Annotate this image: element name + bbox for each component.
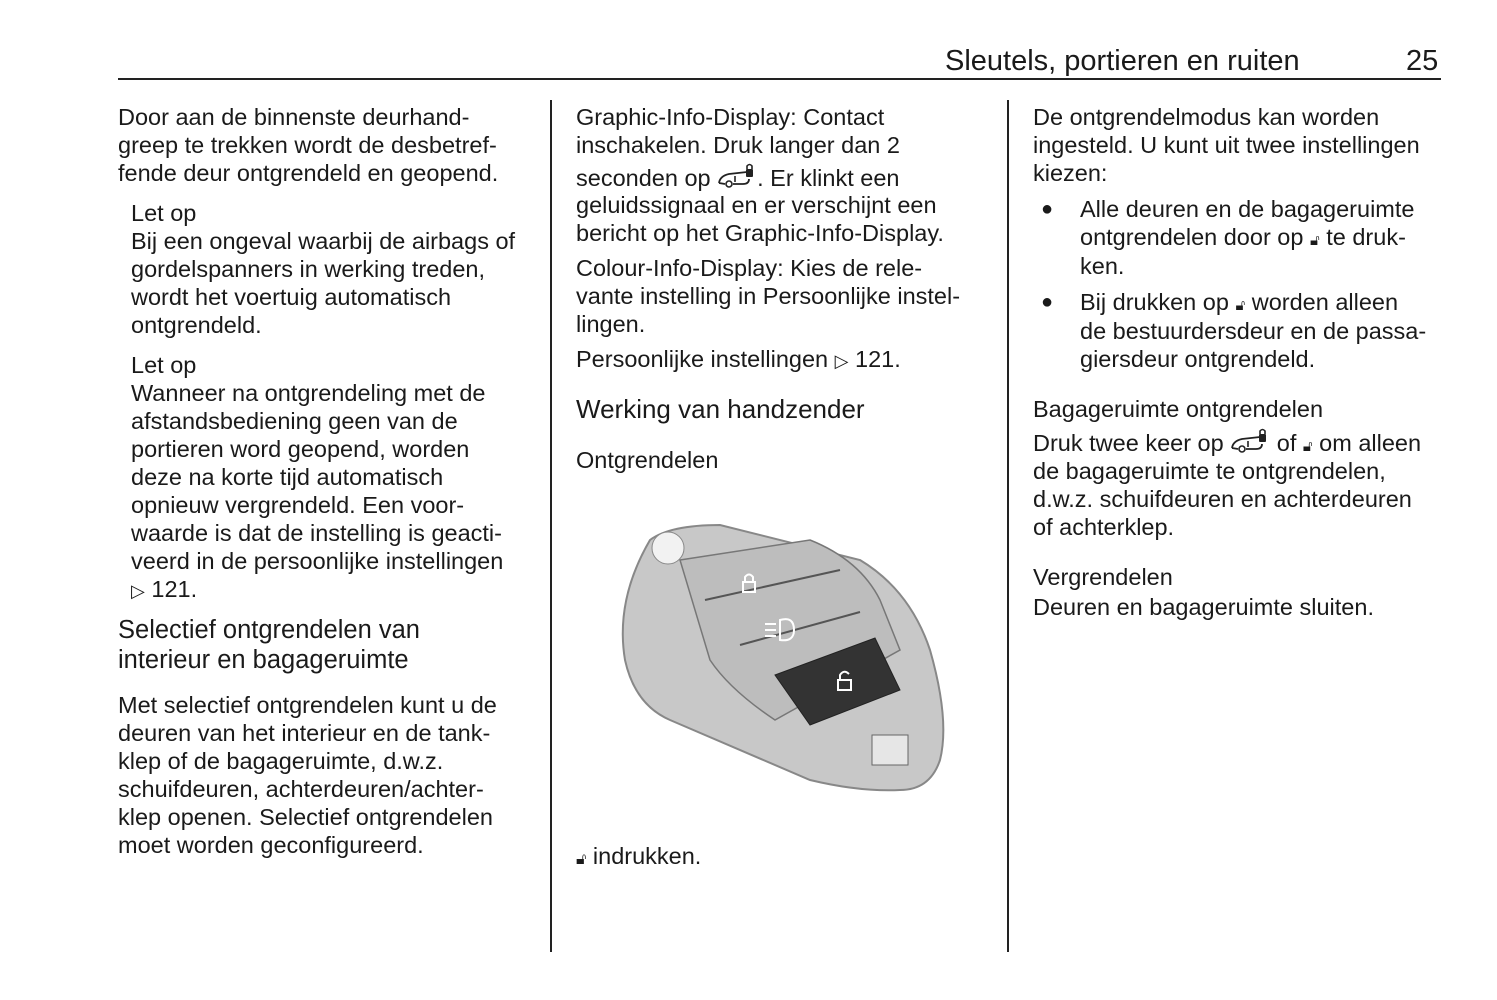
text: om alleen bbox=[1319, 430, 1422, 456]
text-line: schuifdeuren, achterdeuren/achter- bbox=[118, 776, 484, 802]
text-line bbox=[576, 163, 900, 191]
text-line: waarde is dat de instelling is geacti- bbox=[131, 520, 502, 546]
text-line: geluidssignaal en er verschijnt een bbox=[576, 192, 937, 218]
column-divider bbox=[550, 100, 552, 952]
text: indrukken. bbox=[592, 843, 702, 869]
text-line: wordt het voertuig automatisch bbox=[131, 284, 452, 310]
cross-reference[interactable] bbox=[576, 345, 901, 373]
text: te druk- bbox=[1326, 224, 1406, 250]
text: of bbox=[1276, 430, 1297, 456]
text-line: Met selectief ontgrendelen kunt u de bbox=[118, 692, 497, 718]
text-line: de bestuurdersdeur en de passa- bbox=[1080, 318, 1427, 344]
text-line: Graphic-Info-Display: Contact bbox=[576, 104, 885, 130]
reference-page: 121. bbox=[855, 346, 901, 372]
text-line: d.w.z. schuifdeuren en achterdeuren bbox=[1033, 486, 1412, 512]
text-line: ontgrendeld. bbox=[131, 312, 262, 338]
subheading: Bagageruimte ontgrendelen bbox=[1033, 396, 1324, 422]
running-header-title: Sleutels, portieren en ruiten bbox=[945, 45, 1300, 77]
text: Persoonlijke instellingen bbox=[576, 346, 829, 372]
bullet-icon: ● bbox=[1041, 198, 1054, 220]
unlock-icon: 🔓︎ bbox=[1309, 232, 1320, 249]
text-line: kiezen: bbox=[1033, 160, 1108, 186]
text-line: greep te trekken wordt de desbetref- bbox=[118, 132, 497, 158]
column-divider bbox=[1007, 100, 1009, 952]
section-heading: interieur en bagageruimte bbox=[118, 646, 409, 674]
text-line: veerd in de persoonlijke instellingen bbox=[131, 548, 504, 574]
text-line: lingen. bbox=[576, 311, 646, 337]
unlock-icon: 🔓︎ bbox=[1302, 438, 1313, 455]
car-lock-icon bbox=[717, 163, 757, 189]
text-line: klep openen. Selectief ontgrendelen bbox=[118, 804, 493, 830]
unlock-icon: 🔓︎ bbox=[576, 851, 587, 868]
text: ontgrendelen door op bbox=[1080, 224, 1304, 250]
text-line bbox=[1080, 223, 1406, 251]
text: Druk twee keer op bbox=[1033, 430, 1224, 456]
text-line: afstandsbediening geen van de bbox=[131, 408, 458, 434]
bullet-icon: ● bbox=[1041, 291, 1054, 313]
note-title: Let op bbox=[131, 352, 197, 378]
text-line: deuren van het interieur en de tank- bbox=[118, 720, 491, 746]
page-number: 25 bbox=[1406, 45, 1439, 77]
text-line: bericht op het Graphic-Info-Display. bbox=[576, 220, 944, 246]
figure-caption bbox=[576, 842, 701, 870]
text-line: deze na korte tijd automatisch bbox=[131, 464, 444, 490]
text: worden alleen bbox=[1251, 289, 1399, 315]
text-line: ken. bbox=[1080, 253, 1125, 279]
text-line: Wanneer na ontgrendeling met de bbox=[131, 380, 486, 406]
arrow-reference-icon: ▷ bbox=[834, 351, 849, 371]
text-line: of achterklep. bbox=[1033, 514, 1175, 540]
text-line: ingesteld. U kunt uit twee instellingen bbox=[1033, 132, 1420, 158]
text-line: Alle deuren en de bagageruimte bbox=[1080, 196, 1415, 222]
header-rule bbox=[118, 78, 1441, 80]
text-line: Colour-Info-Display: Kies de rele- bbox=[576, 255, 923, 281]
text-line: giersdeur ontgrendeld. bbox=[1080, 346, 1316, 372]
arrow-reference-icon: ▷ bbox=[131, 581, 145, 601]
reference-page: 121. bbox=[151, 576, 198, 602]
subheading: Ontgrendelen bbox=[576, 447, 719, 473]
text-line: inschakelen. Druk langer dan 2 bbox=[576, 132, 900, 158]
text: seconden op bbox=[576, 165, 711, 191]
text-line: gordelspanners in werking treden, bbox=[131, 256, 486, 282]
text-line: fende deur ontgrendeld en geopend. bbox=[118, 160, 499, 186]
text: . Er klinkt een bbox=[757, 165, 900, 191]
text-line: de bagageruimte te ontgrendelen, bbox=[1033, 458, 1386, 484]
text-line: De ontgrendelmodus kan worden bbox=[1033, 104, 1380, 130]
text-line: klep of de bagageruimte, d.w.z. bbox=[118, 748, 444, 774]
unlock-icon: 🔓︎ bbox=[1235, 297, 1246, 314]
section-heading: Selectief ontgrendelen van bbox=[118, 616, 420, 644]
text-line: Deuren en bagageruimte sluiten. bbox=[1033, 594, 1374, 620]
text-line: Bij een ongeval waarbij de airbags of bbox=[131, 228, 516, 254]
car-lock-icon bbox=[1230, 428, 1270, 454]
key-fob-illustration bbox=[610, 520, 950, 800]
text-line bbox=[1080, 288, 1398, 316]
section-heading: Werking van handzender bbox=[576, 394, 865, 424]
note-title: Let op bbox=[131, 200, 197, 226]
text-line: opnieuw vergrendeld. Een voor- bbox=[131, 492, 465, 518]
text-line bbox=[1033, 428, 1421, 456]
text-line: Door aan de binnenste deurhand- bbox=[118, 104, 470, 130]
cross-reference[interactable] bbox=[131, 575, 197, 603]
text-line: moet worden geconfigureerd. bbox=[118, 832, 424, 858]
text: Bij drukken op bbox=[1080, 289, 1229, 315]
text-line: vante instelling in Persoonlijke instel- bbox=[576, 283, 961, 309]
text-line: portieren word geopend, worden bbox=[131, 436, 470, 462]
subheading: Vergrendelen bbox=[1033, 564, 1173, 590]
